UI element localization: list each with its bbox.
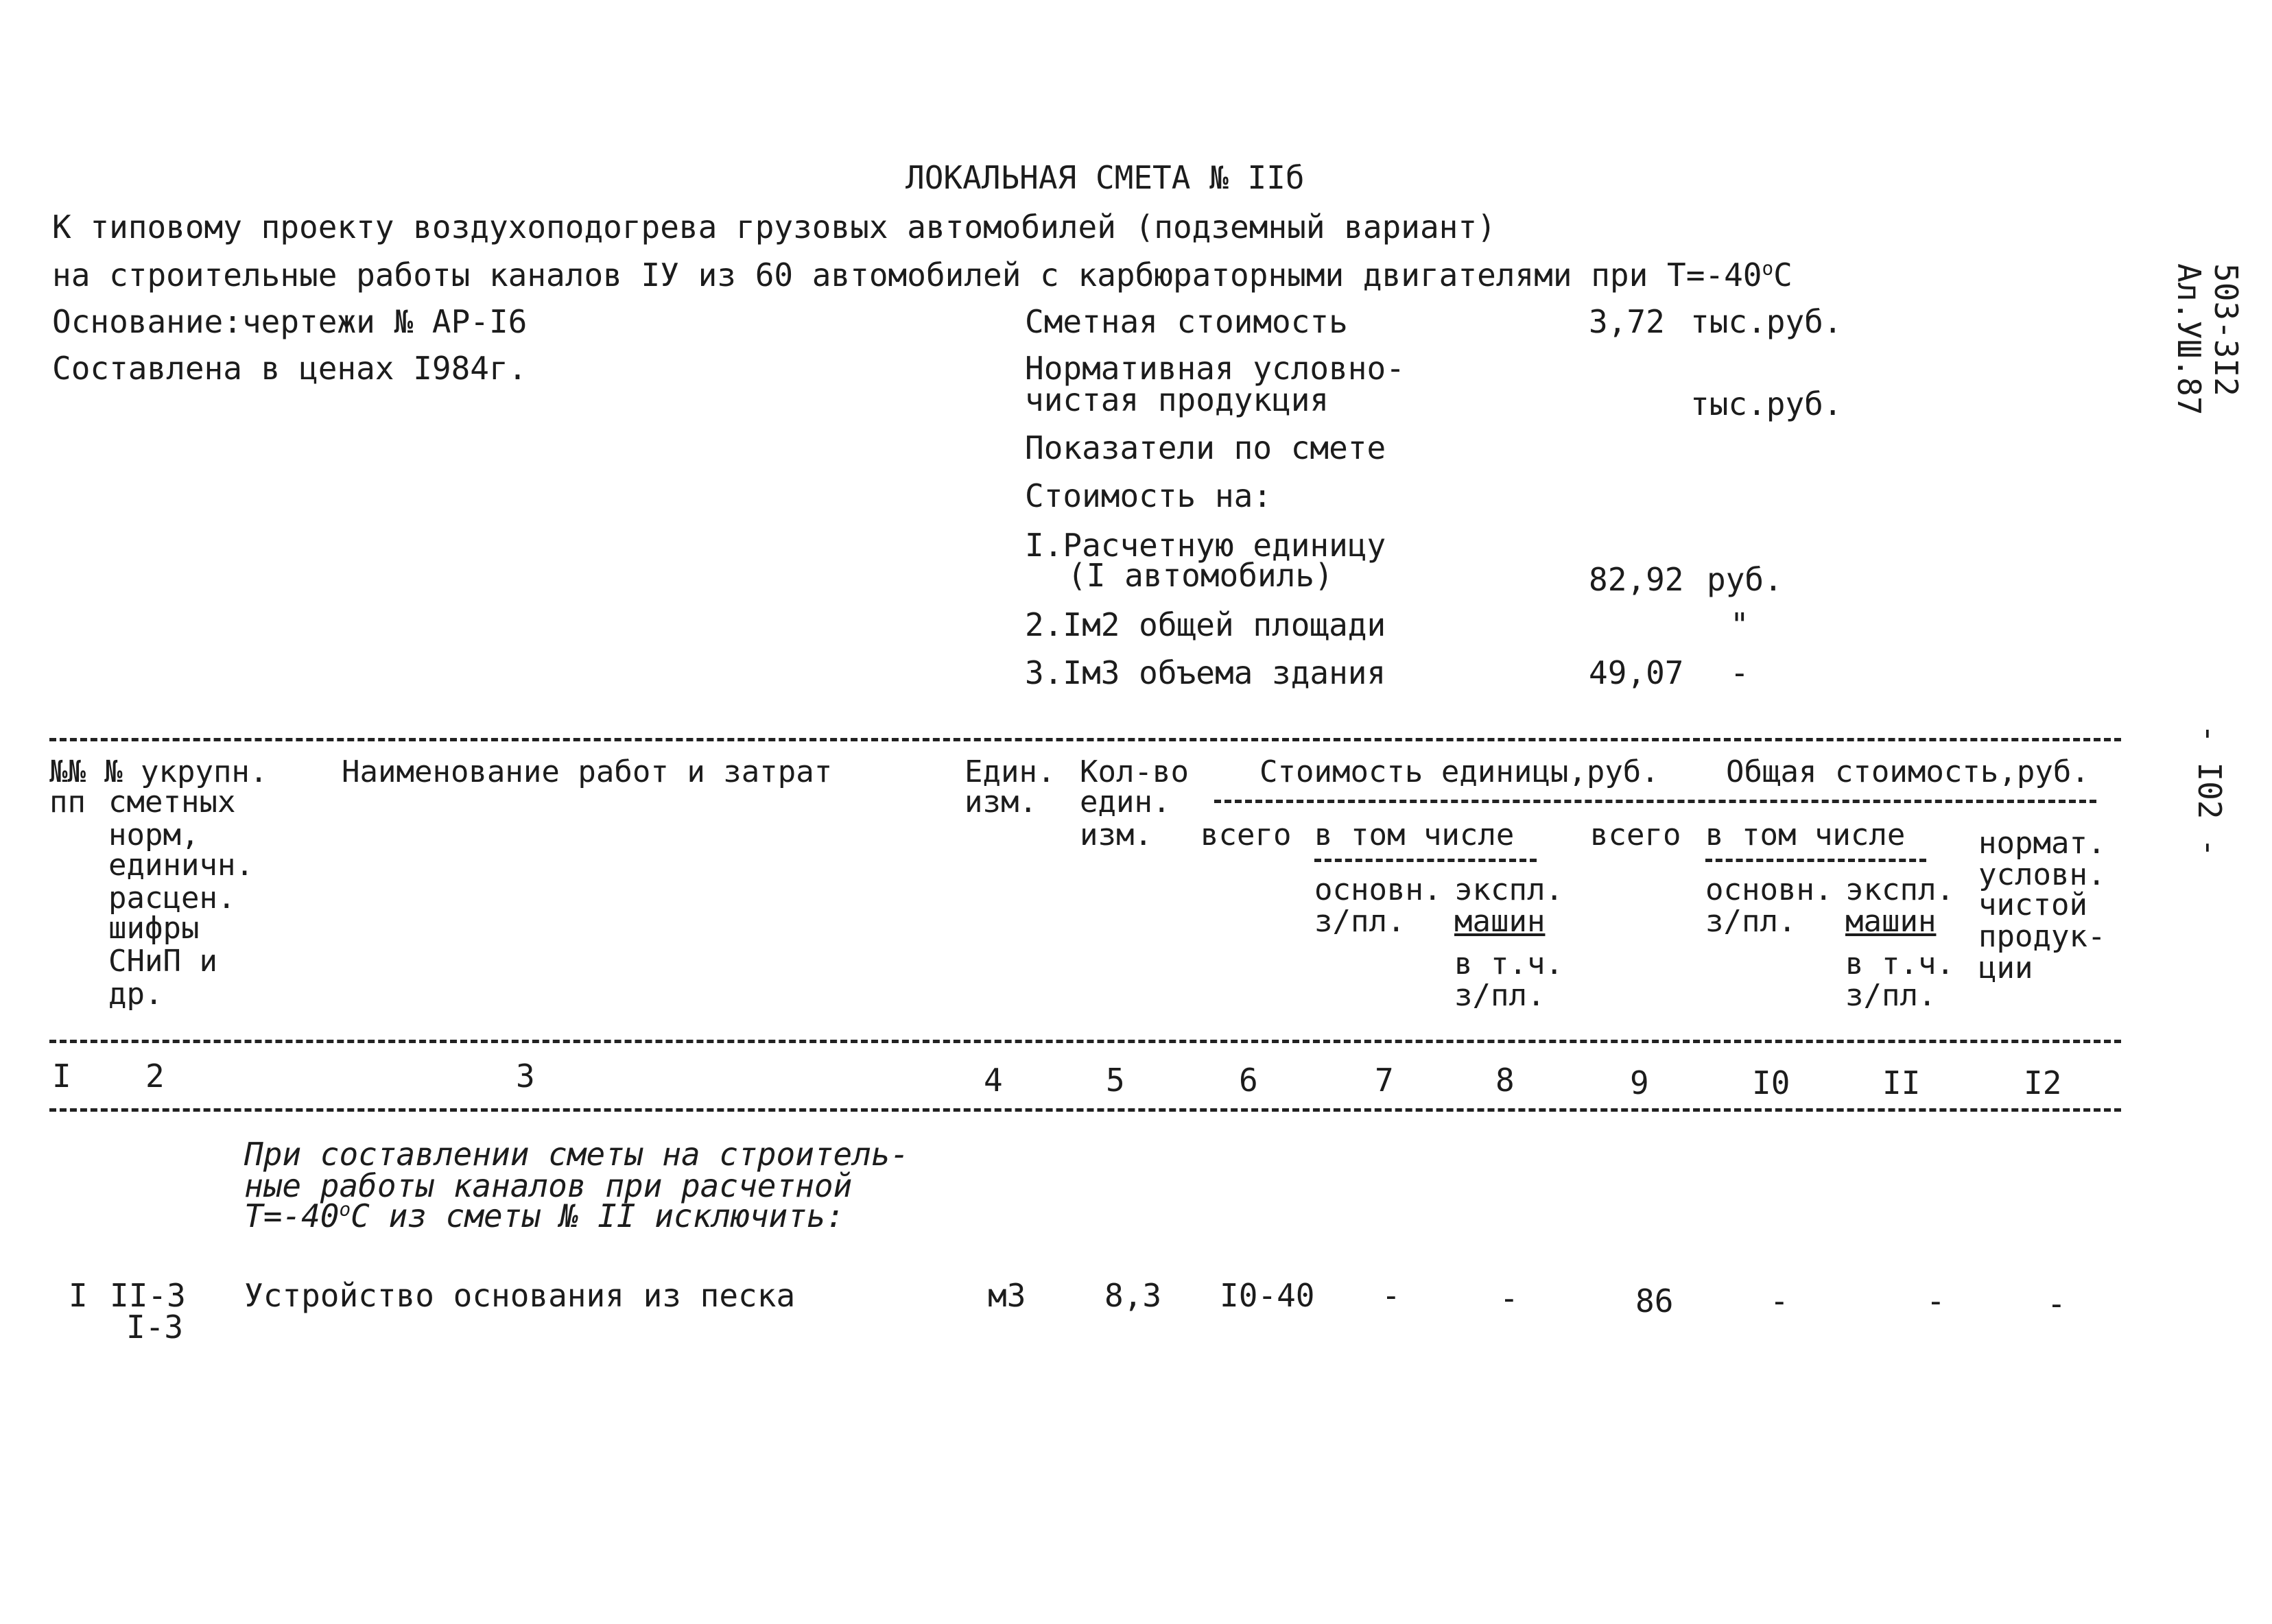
note-temperature: Т=-40 — [244, 1197, 340, 1234]
col3-header: Наименование работ и затрат — [342, 754, 833, 789]
col2-header-5: расцен. — [108, 881, 236, 916]
unit-machines-header-3: в т.ч. — [1454, 946, 1563, 981]
per-m3-value: 49,07 — [1589, 654, 1684, 691]
row-unit-total: I0-40 — [1220, 1277, 1315, 1314]
per-m2-mark: " — [1730, 606, 1749, 643]
col4-header-1: Един. — [965, 754, 1056, 789]
norm-prod-header-2: условн. — [1978, 857, 2106, 892]
col2-header-7: СНиП и — [108, 944, 217, 979]
col2-header-2: сметных — [108, 785, 236, 820]
col-number-1: I — [52, 1058, 71, 1095]
norm-prod-header-5: ции — [1978, 951, 2033, 986]
side-album: Ал.УШ.87 — [2170, 263, 2208, 416]
total-all-header: всего — [1590, 817, 1681, 852]
col2-header-6: шифры — [108, 911, 200, 946]
col-number-7: 7 — [1375, 1062, 1394, 1099]
unit-base-pay-header-2: з/пл. — [1314, 904, 1406, 939]
total-machines-header-3: в т.ч. — [1845, 946, 1954, 981]
row-quantity: 8,3 — [1104, 1277, 1162, 1314]
col-numbers-bottom-rule — [49, 1108, 2121, 1112]
per-unit-label-2: (I автомобиль) — [1067, 557, 1334, 594]
per-unit-label-1: I.Расчетную единицу — [1025, 527, 1386, 564]
note-degree-mark: о — [339, 1197, 351, 1221]
row-number: I — [69, 1277, 88, 1314]
row-unit-base: - — [1382, 1277, 1401, 1314]
col-number-6: 6 — [1239, 1062, 1258, 1099]
per-m2-label: 2.Iм2 общей площади — [1025, 606, 1386, 643]
row-unit: м3 — [988, 1277, 1026, 1314]
col-number-2: 2 — [145, 1058, 165, 1095]
cost-group-rule-1 — [1214, 800, 2096, 803]
per-unit-value: 82,92 — [1589, 561, 1684, 598]
temperature-unit: С — [1773, 256, 1792, 294]
col1-header-1: №№ — [49, 754, 86, 789]
project-line: К типовому проекту воздухоподогрева грузовых автомобилей (подземный вариант) — [52, 208, 1496, 246]
works-line-text: на строительные работы каналов IУ из 60 автомобилей с карбюраторными двигателями при Т=-40 — [52, 256, 1762, 294]
col2-header-8: др. — [108, 977, 163, 1012]
cost-per-label: Стоимость на: — [1025, 477, 1273, 514]
row-code-1: II-3 — [110, 1277, 186, 1314]
col1-header-2: пп — [49, 785, 86, 820]
row-total: 86 — [1635, 1282, 1674, 1320]
col-number-11: II — [1882, 1064, 1921, 1101]
note-exclude-text: С из сметы № II исключить: — [351, 1197, 845, 1234]
unit-incl-header: в том числе — [1314, 817, 1515, 852]
per-unit-unit: руб. — [1707, 561, 1783, 598]
col-number-12: I2 — [2024, 1064, 2062, 1101]
per-m3-mark: - — [1730, 654, 1749, 691]
basis-line: Основание:чертежи № АР-I6 — [52, 303, 528, 340]
unit-machines-header-2: машин — [1454, 904, 1546, 939]
total-cost-header: Общая стоимость,руб. — [1726, 754, 2090, 789]
total-machines-header-2: машин — [1845, 904, 1937, 939]
page-number: - I02 - — [2191, 724, 2228, 857]
col4-header-2: изм. — [965, 785, 1037, 820]
col-number-10: I0 — [1752, 1064, 1790, 1101]
norm-product-label-1: Нормативная условно- — [1025, 350, 1405, 387]
col5-header-3: изм. — [1080, 817, 1152, 852]
col-number-5: 5 — [1106, 1062, 1125, 1099]
norm-product-label-2: чистая продукция — [1025, 381, 1329, 418]
table-top-rule — [49, 738, 2121, 741]
unit-machines-header-4: з/пл. — [1454, 978, 1546, 1013]
indicators-label: Показатели по смете — [1025, 429, 1386, 466]
total-incl-rule — [1705, 859, 1926, 862]
row-norm: - — [2047, 1285, 2066, 1322]
row-name: Устройство основания из песка — [244, 1277, 796, 1314]
norm-prod-header-1: нормат. — [1978, 826, 2106, 861]
norm-prod-header-4: продук- — [1978, 919, 2106, 954]
col2-header-1: № укрупн. — [104, 754, 268, 789]
unit-base-pay-header-1: основн. — [1314, 872, 1442, 907]
total-machines-header-4: з/пл. — [1845, 978, 1937, 1013]
per-m3-label: 3.Iм3 объема здания — [1025, 654, 1386, 691]
note-line-3 — [244, 1197, 845, 1234]
norm-prod-header-3: чистой — [1978, 887, 2087, 922]
total-incl-header: в том числе — [1705, 817, 1906, 852]
works-line — [52, 256, 1792, 294]
col-numbers-top-rule — [49, 1040, 2121, 1043]
col-number-4: 4 — [984, 1062, 1003, 1099]
row-total-mach: - — [1926, 1282, 1945, 1320]
col-number-9: 9 — [1630, 1064, 1649, 1101]
col-number-8: 8 — [1495, 1062, 1515, 1099]
note-line-2: ные работы каналов при расчетной — [244, 1167, 853, 1204]
unit-incl-rule — [1314, 859, 1537, 862]
row-code-2: I-3 — [126, 1309, 184, 1346]
col5-header-1: Кол-во — [1080, 754, 1189, 789]
unit-cost-header: Стоимость единицы,руб. — [1259, 754, 1659, 789]
col2-header-3: норм, — [108, 817, 200, 852]
total-machines-header-1: экспл. — [1845, 872, 1954, 907]
degree-mark: o — [1762, 256, 1774, 280]
col2-header-4: единичн. — [108, 848, 254, 883]
document-title: ЛОКАЛЬНАЯ СМЕТА № IIб — [906, 159, 1305, 196]
row-unit-mach: - — [1500, 1280, 1519, 1317]
unit-machines-header-1: экспл. — [1454, 872, 1563, 907]
norm-product-unit: тыс.руб. — [1690, 385, 1843, 422]
note-line-1: При составлении сметы на строитель- — [244, 1136, 910, 1173]
total-base-pay-header-2: з/пл. — [1705, 904, 1797, 939]
side-code: 503-3I2 — [2208, 263, 2245, 396]
col5-header-2: един. — [1080, 785, 1171, 820]
unit-all-header: всего — [1200, 817, 1292, 852]
row-total-base: - — [1770, 1282, 1789, 1320]
prices-line: Составлена в ценах I984г. — [52, 350, 528, 387]
estimated-cost-unit: тыс.руб. — [1690, 303, 1843, 340]
estimated-cost-value: 3,72 — [1589, 303, 1665, 340]
col-number-3: 3 — [516, 1058, 535, 1095]
estimated-cost-label: Сметная стоимость — [1025, 303, 1348, 340]
total-base-pay-header-1: основн. — [1705, 872, 1833, 907]
